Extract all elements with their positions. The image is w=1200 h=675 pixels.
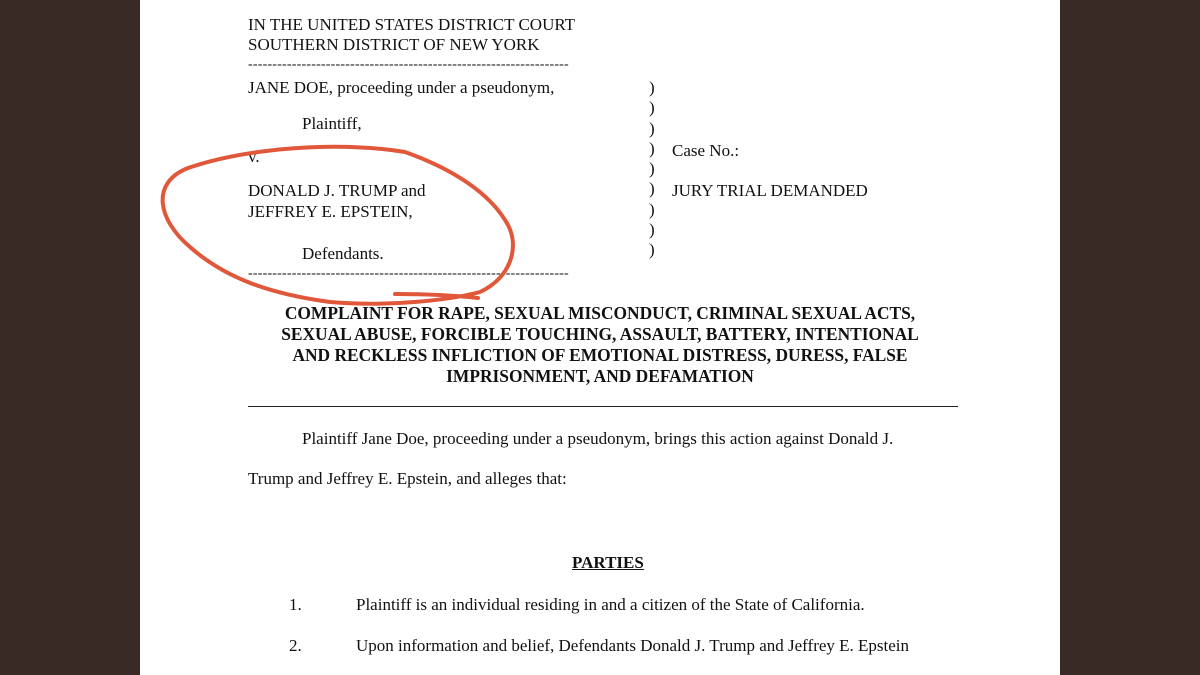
plaintiff-name: JANE DOE, proceeding under a pseudonym, bbox=[248, 78, 555, 97]
title-line-1: COMPLAINT FOR RAPE, SEXUAL MISCONDUCT, CRIMINAL SEXUAL ACTS, bbox=[284, 303, 916, 323]
defendant-role: Defendants. bbox=[302, 244, 384, 263]
caption-parentheses: ) ) ) ) ) ) ) ) ) bbox=[649, 78, 655, 260]
complaint-title bbox=[240, 303, 960, 387]
parties-heading: PARTIES bbox=[572, 553, 644, 572]
intro-line-1: Plaintiff Jane Doe, proceeding under a pseudonym, brings this action against Donald J. bbox=[302, 429, 894, 448]
title-line-3: AND RECKLESS INFLICTION OF EMOTIONAL DISTRESS, DURESS, FALSE bbox=[292, 345, 908, 365]
plaintiff-role: Plaintiff, bbox=[302, 114, 362, 133]
versus-label: v. bbox=[248, 147, 260, 166]
document-page bbox=[140, 0, 1060, 675]
defendant-line-2: JEFFREY E. EPSTEIN, bbox=[248, 202, 413, 221]
court-line-1: IN THE UNITED STATES DISTRICT COURT bbox=[248, 15, 576, 34]
jury-demand: JURY TRIAL DEMANDED bbox=[672, 181, 868, 200]
title-divider bbox=[248, 406, 958, 407]
title-line-2: SEXUAL ABUSE, FORCIBLE TOUCHING, ASSAULT, BATTERY, INTENTIONAL bbox=[281, 324, 919, 344]
paragraph-text: Plaintiff is an individual residing in and a citizen of the State of California. bbox=[356, 595, 865, 614]
court-line-2: SOUTHERN DISTRICT OF NEW YORK bbox=[248, 35, 540, 54]
intro-line-2: Trump and Jeffrey E. Epstein, and alleges that: bbox=[248, 469, 567, 488]
title-line-4: IMPRISONMENT, AND DEFAMATION bbox=[446, 366, 754, 386]
caption-bottom-dashes: ------------------------------------------------------------------ bbox=[248, 266, 569, 281]
paragraph-text: Upon information and belief, Defendants Donald J. Trump and Jeffrey E. Epstein bbox=[356, 636, 910, 655]
paragraph-number: 1. bbox=[289, 595, 302, 614]
case-number-label: Case No.: bbox=[672, 141, 740, 160]
caption-top-dashes: ------------------------------------------------------------------ bbox=[248, 57, 569, 72]
defendant-line-1: DONALD J. TRUMP and bbox=[248, 181, 426, 200]
paragraph-number: 2. bbox=[289, 636, 302, 655]
